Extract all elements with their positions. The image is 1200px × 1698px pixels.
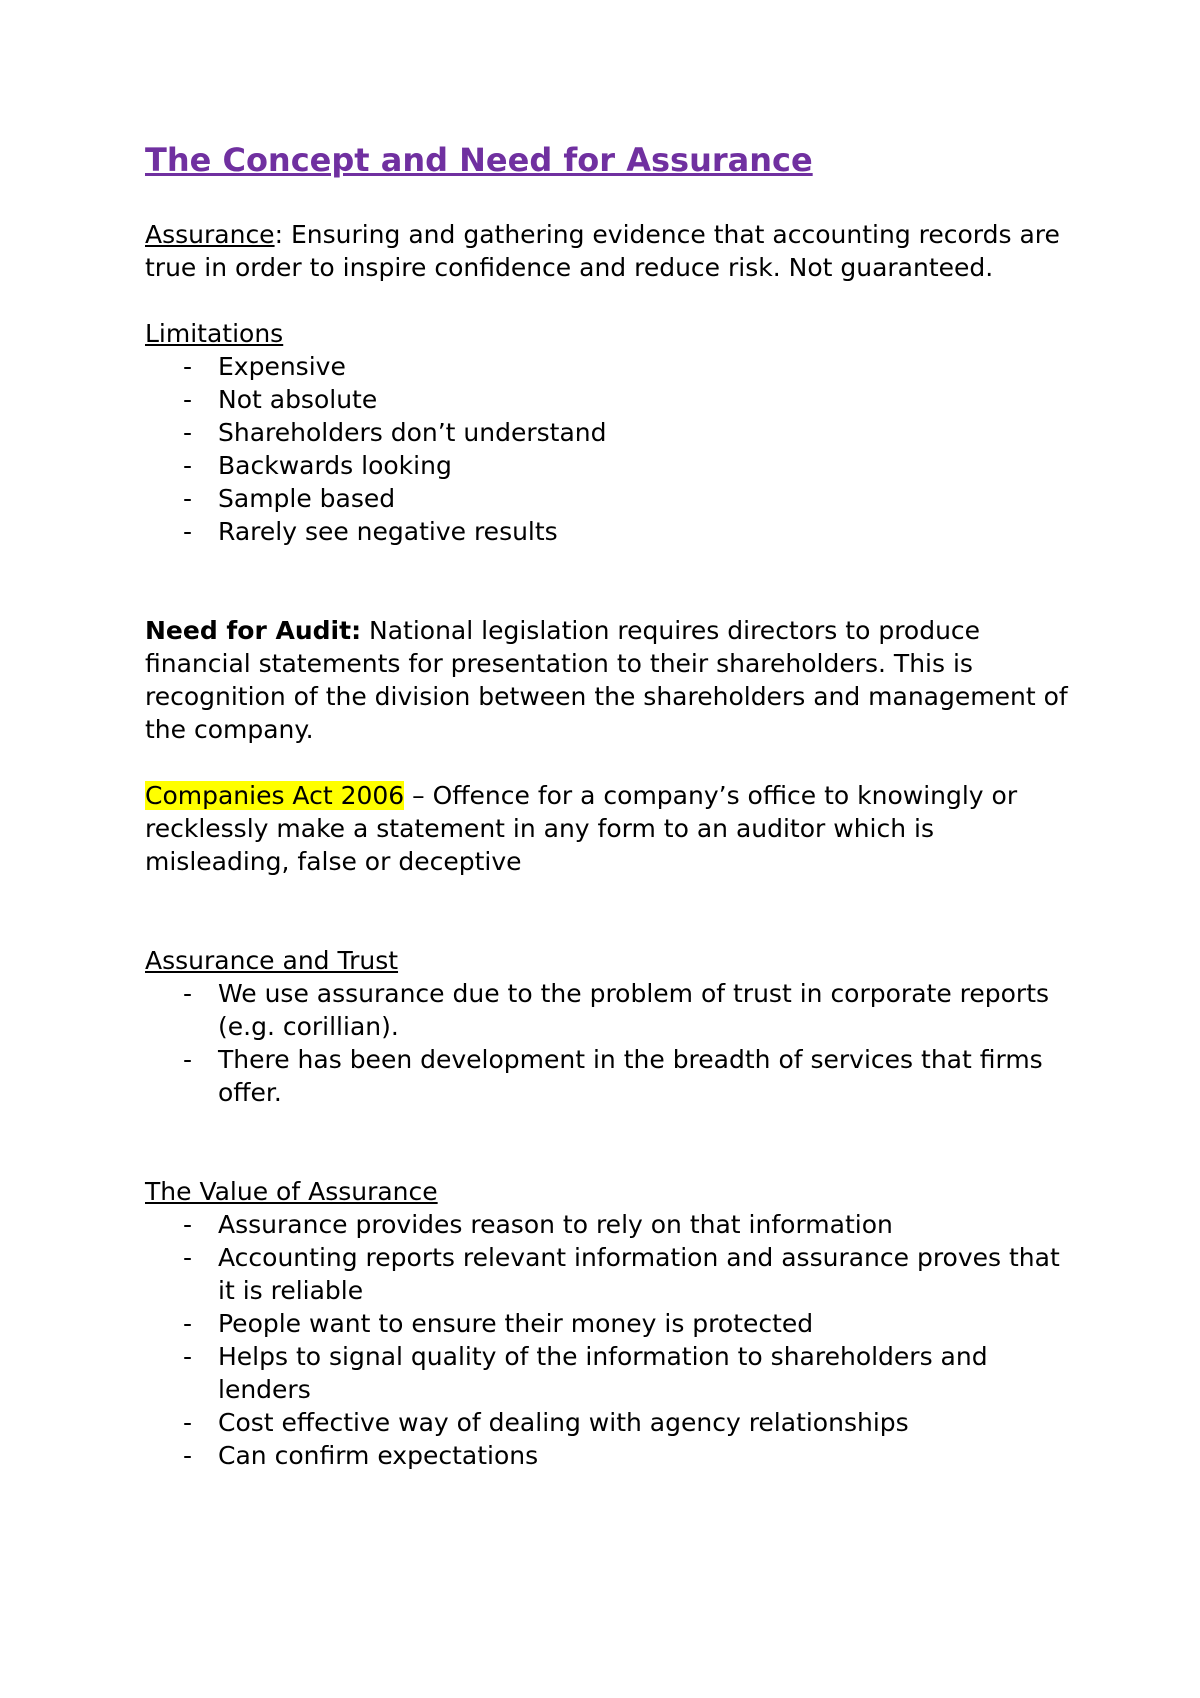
spacer — [145, 1109, 1075, 1175]
value-of-assurance-list — [145, 1208, 1075, 1472]
need-for-audit-text: National legislation requires directors to produce financial statements for presentation to their shareholders. This is recognition of the division between the shareholders and management of the company. — [145, 616, 1068, 744]
need-for-audit-paragraph — [145, 614, 1075, 746]
spacer — [145, 878, 1075, 944]
companies-act-text: – Offence for a company’s office to knowingly or recklessly make a statement in any form to an auditor which is misleading, false or deceptive — [145, 781, 1018, 876]
list-item: - Cost effective way of dealing with agency relationships — [145, 1406, 1075, 1439]
list-item: - Helps to signal quality of the information to shareholders and lenders — [145, 1340, 1075, 1406]
list-item: - People want to ensure their money is protected — [145, 1307, 1075, 1340]
companies-act-highlight: Companies Act 2006 — [145, 781, 405, 810]
document-page — [145, 140, 1075, 1472]
list-item: - Shareholders don’t understand — [145, 416, 1075, 449]
assurance-trust-heading: Assurance and Trust — [145, 946, 399, 975]
limitations-list — [145, 350, 1075, 548]
assurance-term: Assurance — [145, 220, 275, 249]
spacer — [145, 746, 1075, 779]
assurance-definition-text: : Ensuring and gathering evidence that accounting records are true in order to inspire confidence and reduce risk. Not guaranteed. — [145, 220, 1060, 282]
spacer — [145, 284, 1075, 317]
list-item: - Expensive — [145, 350, 1075, 383]
list-item: - We use assurance due to the problem of trust in corporate reports (e.g. corillian). — [145, 977, 1075, 1043]
list-item: - There has been development in the breadth of services that firms offer. — [145, 1043, 1075, 1109]
value-of-assurance-heading: The Value of Assurance — [145, 1177, 438, 1206]
companies-act-paragraph — [145, 779, 1075, 878]
list-item: - Sample based — [145, 482, 1075, 515]
list-item: - Not absolute — [145, 383, 1075, 416]
limitations-heading: Limitations — [145, 319, 284, 348]
need-for-audit-label: Need for Audit: — [145, 616, 362, 645]
list-item: - Rarely see negative results — [145, 515, 1075, 548]
assurance-definition — [145, 218, 1075, 284]
list-item: - Backwards looking — [145, 449, 1075, 482]
list-item: - Can confirm expectations — [145, 1439, 1075, 1472]
document-title: The Concept and Need for Assurance — [145, 141, 813, 179]
list-item: - Accounting reports relevant information and assurance proves that it is reliable — [145, 1241, 1075, 1307]
spacer — [145, 548, 1075, 614]
assurance-trust-list — [145, 977, 1075, 1109]
list-item: - Assurance provides reason to rely on that information — [145, 1208, 1075, 1241]
